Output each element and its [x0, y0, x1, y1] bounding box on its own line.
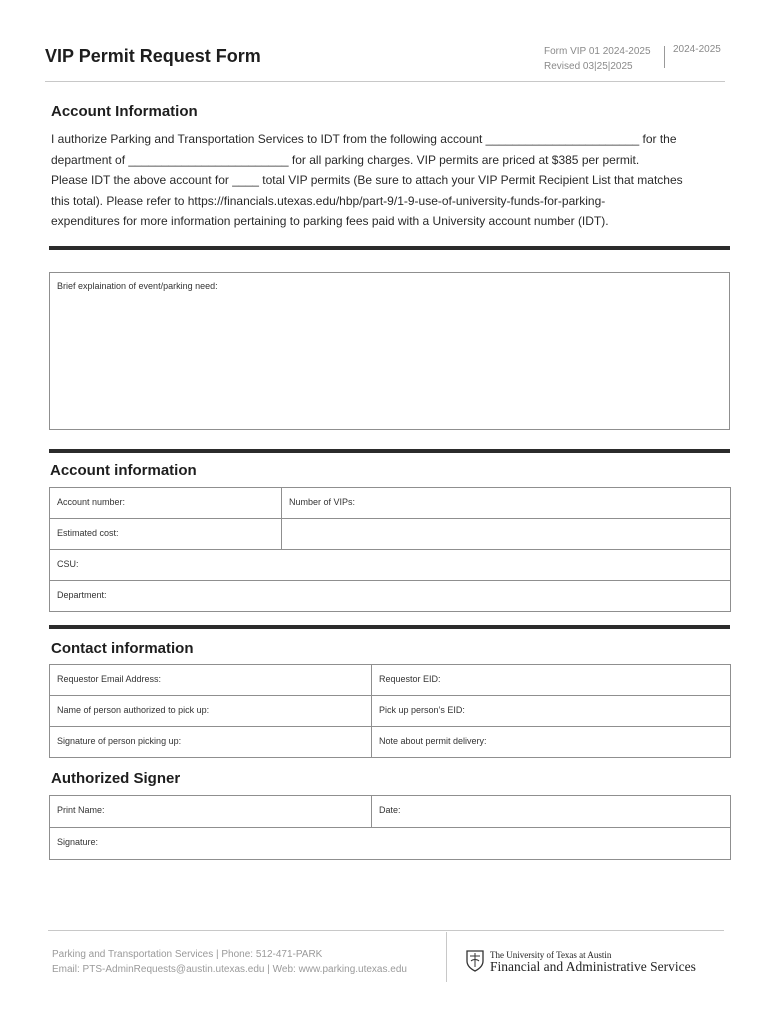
paragraph-line: expenditures for more information pertaining to parking fees paid with a University account number (IDT).	[51, 214, 609, 229]
paragraph-line: this total). Please refer to https://financials.utexas.edu/hbp/part-9/1-9-use-of-university-funds-for-parking-	[51, 193, 606, 208]
revised-date: Revised 03|25|2025	[544, 61, 633, 72]
footer-divider	[446, 932, 447, 982]
form-meta	[544, 44, 651, 74]
form-year: 2024-2025	[673, 44, 721, 55]
footer-email-line: Email: PTS-AdminRequests@austin.utexas.edu | Web: www.parking.utexas.edu	[52, 964, 407, 975]
account-number-label: Account number:	[57, 497, 126, 507]
footer-rule	[48, 930, 724, 931]
authorized-signer-heading: Authorized Signer	[51, 770, 181, 787]
paragraph-line: I authorize Parking and Transportation Services to IDT from the following account _______________________ for the	[51, 132, 677, 146]
requestor-eid-field[interactable]	[372, 665, 731, 696]
footer-phone-line: Parking and Transportation Services | Phone: 512-471-PARK	[52, 949, 323, 960]
signature-label: Signature:	[57, 837, 99, 847]
account-information-heading: Account Information	[51, 103, 198, 120]
delivery-note-field[interactable]	[372, 727, 731, 758]
section-rule	[49, 625, 730, 629]
estimated-cost-field[interactable]	[50, 519, 282, 550]
authorization-paragraph	[51, 129, 731, 232]
ut-name: The University of Texas at Austin	[490, 950, 612, 960]
pickup-name-field[interactable]	[50, 696, 372, 727]
header-divider	[664, 46, 665, 68]
number-of-vips-label: Number of VIPs:	[289, 497, 356, 507]
requestor-eid-label: Requestor EID:	[379, 674, 441, 684]
explanation-label: Brief explaination of event/parking need:	[57, 281, 218, 291]
ut-seal-icon	[466, 950, 484, 977]
account-fields-table	[49, 487, 731, 612]
pickup-signature-label: Signature of person picking up:	[57, 736, 182, 746]
requestor-email-label: Requestor Email Address:	[57, 674, 162, 684]
pickup-name-label: Name of person authorized to pick up:	[57, 705, 210, 715]
contact-fields-table	[49, 664, 731, 758]
signature-field[interactable]	[50, 828, 731, 860]
print-name-label: Print Name:	[57, 805, 105, 815]
estimated-cost-label: Estimated cost:	[57, 528, 119, 538]
print-name-field[interactable]	[50, 796, 372, 828]
contact-fields-heading: Contact information	[51, 640, 194, 657]
page-title: VIP Permit Request Form	[45, 46, 261, 66]
csu-field[interactable]	[50, 550, 731, 581]
date-field[interactable]	[372, 796, 731, 828]
requestor-email-field[interactable]	[50, 665, 372, 696]
account-number-field[interactable]	[50, 488, 282, 519]
header-rule	[45, 81, 725, 82]
department-label: Department:	[57, 590, 107, 600]
form-id: Form VIP 01 2024-2025	[544, 46, 651, 57]
paragraph-line: Please IDT the above account for ____ total VIP permits (Be sure to attach your VIP Permit Recipient List that matches	[51, 173, 683, 188]
footer-contact	[52, 947, 407, 977]
delivery-note-label: Note about permit delivery:	[379, 736, 487, 746]
pickup-eid-field[interactable]	[372, 696, 731, 727]
number-of-vips-field[interactable]	[282, 488, 731, 519]
empty-cell	[282, 519, 731, 550]
explanation-field[interactable]	[49, 272, 730, 430]
section-rule	[49, 449, 730, 453]
paragraph-line: department of ________________________ for all parking charges. VIP permits are priced at $385 per permit.	[51, 152, 640, 167]
account-fields-heading: Account information	[50, 462, 197, 479]
signer-fields-table	[49, 795, 731, 860]
ut-department: Financial and Administrative Services	[490, 959, 696, 974]
csu-label: CSU:	[57, 559, 79, 569]
pickup-eid-label: Pick up person’s EID:	[379, 705, 465, 715]
pickup-signature-field[interactable]	[50, 727, 372, 758]
department-field[interactable]	[50, 581, 731, 612]
date-label: Date:	[379, 805, 401, 815]
section-rule	[49, 246, 730, 250]
